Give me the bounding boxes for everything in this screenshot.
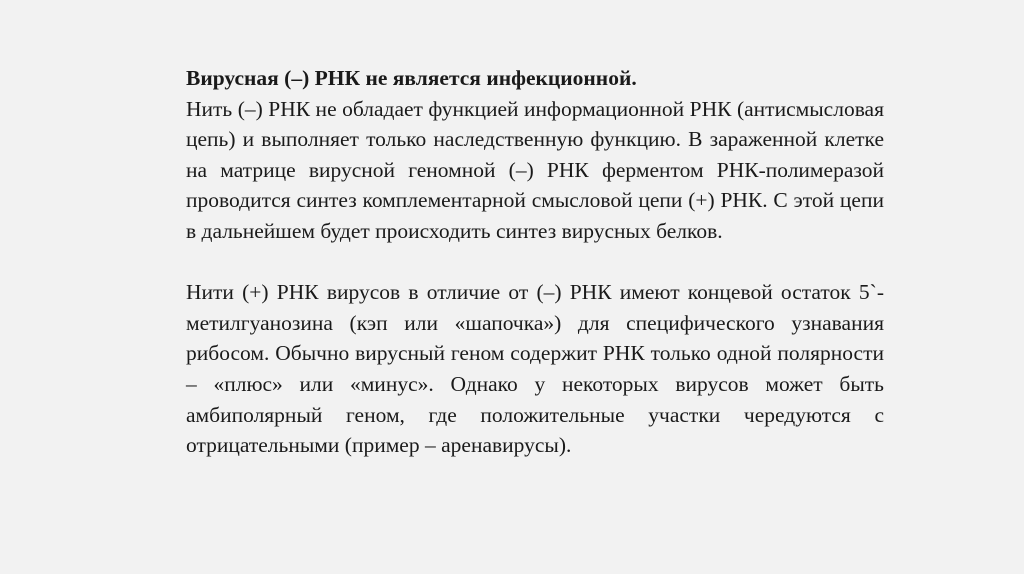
slide-text-block bbox=[186, 63, 884, 461]
slide-heading: Вирусная (–) РНК не является инфекционной. bbox=[186, 66, 637, 90]
paragraph-minus-rna: Нить (–) РНК не обладает функцией информационной РНК (антисмысловая цепь) и выполняет только наследственную функцию. В зараженной клетке на матрице вирусной геномной (–) РНК ферментом РНК-полимеразой проводится синтез комплементарной смысловой цепи (+) РНК. С этой цепи в дальнейшем будет происходить синтез вирусных белков. bbox=[186, 96, 884, 243]
paragraph-spacer bbox=[186, 247, 884, 278]
paragraph-plus-rna: Нити (+) РНК вирусов в отличие от (–) РНК имеют концевой остаток 5`-метилгуанозина (кэп или «шапочка») для специфического узнавания рибосом. Обычно вирусный геном содержит РНК только одной полярности – «плюс» или «минус». Однако у некоторых вирусов может быть амбиполярный геном, где положительные участки чередуются с отрицательными (пример – аренавирусы). bbox=[186, 280, 884, 458]
